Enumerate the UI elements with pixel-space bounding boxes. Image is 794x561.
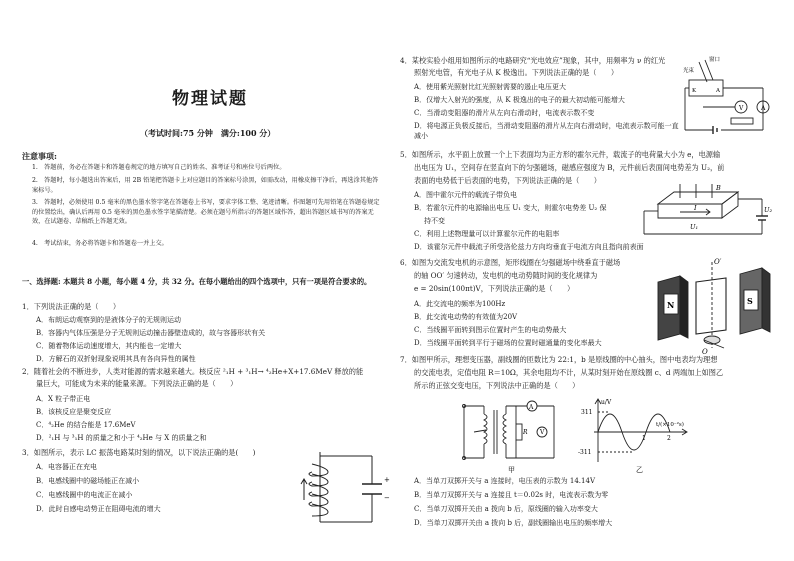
question-5-option: D．该霍尔元件中载流子所受洛伦兹力方向均垂直于电流方向且指向前表面 — [414, 243, 644, 251]
question-1-option: C．随着物体运动速度增大，其内能也一定增大 — [36, 342, 182, 350]
ac-generator-figure — [654, 256, 774, 356]
question-7-option: C．当单刀双掷开关由 a 拨向 b 后，原线圈的输入功率变大 — [414, 505, 598, 513]
question-7-stem-cont: 的交流电表，定值电阻 R＝10Ω，其余电阻均不计，从某时刻开始在原线圈 c、d 两端加上如图乙 — [414, 368, 724, 377]
question-7-stem-cont: 所示的正弦交变电压，下列说法中正确的是（ ） — [414, 381, 580, 390]
question-2-option: C．⁴₂He 的结合能是 17.6MeV — [36, 421, 136, 429]
svg-text:V: V — [739, 105, 744, 112]
notice-item: 3. 答题时，必须使用 0.5 毫米的黑色墨水签字笔在答题卷上书写，要求字体工整、笔迹清晰。作图题可先用铅笔在答题卷规定的位置绘出，确认后再用 0.5 毫米的黑色墨水签字笔描清楚。必须在题号所指示的答题区域作答，超出答题区域书写的答案无效，在试题卷、草稿纸上答题无效。 — [32, 199, 380, 225]
question-7-option: B．当单刀双掷开关与 a 连接且 t＝0.02s 时，电流表示数为零 — [414, 491, 609, 499]
question-4-stem-cont: 照射光电管，有光电子从 K 极逸出。下列说法正确的是（ ） — [414, 68, 619, 77]
notice-item: 1. 答题前，务必在答题卡和答题卷规定的地方填写自己的姓名、准考证号和座位号后两位。 — [32, 164, 286, 171]
transformer-circuit-figure — [460, 396, 570, 474]
left-column — [22, 0, 390, 561]
question-3-option: D．此时自感电动势正在阻碍电流的增大 — [36, 505, 161, 513]
question-7-stem: 7．如图甲所示，理想变压器，副线圈的匝数比为 22:1，b 是原线圈的中心抽头，图中电表均为理想 — [400, 355, 718, 364]
u1-label: U₁ — [690, 223, 699, 231]
t-axis-label: t/(×10⁻²s) — [656, 422, 684, 428]
vmin-label: -311 — [578, 449, 592, 456]
figure-jia-label: 甲 — [508, 466, 515, 474]
question-6-stem-cont: 的轴 OO′ 匀速转动，发电机的电动势随时间的变化规律为 — [414, 271, 598, 280]
svg-text:A: A — [761, 105, 766, 112]
question-7-option: A．当单刀双掷开关与 a 连接时，电压表的示数为 14.14V — [414, 477, 595, 485]
section-heading: 一、选择题: 本题共 8 小题，每小题 4 分，共 32 分。在每小题给出的四个选项中，只有一项是符合要求的。 — [22, 277, 372, 286]
question-6-option: A．此交流电的频率为100Hz — [414, 300, 506, 308]
notice-item: 2. 答题时，每小题选出答案后，用 2B 铅笔把答题卡上对应题目的答案标号涂黑，如需改动，用橡皮擦干净后，再选涂其他答案标号。 — [32, 177, 379, 194]
question-5-option: A．图中霍尔元件的载流子带负电 — [414, 191, 518, 199]
u-axis-label: u/V — [601, 399, 612, 406]
light-label: 光束 — [683, 68, 695, 74]
question-3-option: A．电容器正在充电 — [36, 463, 98, 471]
svg-text:A: A — [529, 404, 534, 411]
tick-label: 2 — [667, 435, 671, 442]
question-6-option: D．当线圈平面转到平行于磁场的位置时磁通量的变化率最大 — [414, 339, 602, 347]
question-3-stem: 3．如图所示，表示 LC 振荡电路某时刻的情况，以下说法正确的是( ) — [22, 448, 256, 457]
svg-text:R: R — [523, 429, 528, 436]
s-pole-label: S — [747, 296, 753, 306]
question-6-option: B．此交流电动势的有效值为20V — [414, 313, 518, 321]
exam-meta: （考试时间:75 分钟 满分:100 分） — [140, 128, 276, 138]
question-5-stem-cont: 出电压为 U₁，空间存在竖直向下的匀强磁场，磁感应强度为 B，元件前后表面间电势差为 U₂，前 — [414, 163, 725, 172]
question-2-stem: 2．随着社会的不断进步，人类对能源的需求越来越大。核反应 ²₁H + ³₁H→ ⁴₂He+X+17.6MeV 释放的能 — [22, 367, 364, 376]
notice-item: 4. 考试结束，务必将答题卡和答题卷一并上交。 — [32, 240, 168, 247]
question-4-option: A．使用紫光照射比红光照射需要的遏止电压更大 — [414, 83, 567, 91]
question-3-option: C．电感线圈中的电流正在减小 — [36, 491, 133, 499]
axis-top-label: O′ — [714, 258, 722, 266]
question-1-stem: 1．下列说法正确的是（ ） — [22, 302, 121, 311]
lc-circuit-figure — [290, 450, 390, 530]
question-5-stem-cont: 表面的电势低于后表面的电势，下列说法正确的是（ ） — [414, 176, 601, 185]
question-2-stem-cont: 量巨大，可能成为未来的能量来源。下列说法正确的是（ ） — [36, 379, 238, 388]
question-2-option: A．X 粒子带正电 — [36, 395, 91, 403]
question-6-stem: 6．如图为交流发电机的示意图，矩形线圈在匀强磁场中绕垂直于磁场 — [400, 258, 621, 267]
question-4-stem: 4．某校实验小组用如图所示的电路研究“光电效应”现象，其中，用频率为 ν 的红光 — [400, 56, 666, 65]
question-2-option: D．²₁H 与 ³₁H 的质量之和小于 ⁴₂He 与 X 的质量之和 — [36, 434, 207, 442]
question-4-option: C．当滑动变阻器的滑片从左向右滑动时，电流表示数不变 — [414, 109, 595, 117]
question-1-option: D．方解石的双折射现象说明其具有各向异性的属性 — [36, 355, 196, 363]
page-title: 物理试题 — [172, 89, 248, 109]
svg-text:+: + — [384, 476, 390, 484]
question-4-option: D．将电源正负极反接后，当滑动变阻器的滑片从左向右滑动时，电流表示数可能一直减小 — [414, 122, 679, 140]
question-7-option: D．当单刀双掷开关由 a 拨向 b 后，副线圈输出电压的频率增大 — [414, 519, 613, 527]
tick-label: 1 — [642, 435, 646, 442]
question-6-option: C．当线圈平面转到图示位置时产生的电动势最大 — [414, 326, 567, 334]
hall-element-figure — [640, 184, 775, 240]
notice-heading: 注意事项: — [22, 151, 57, 161]
question-5-stem: 5．如图所示，水平面上放置一个上下表面均为正方形的霍尔元件，载流子的电荷量大小为 e，电源输 — [400, 150, 721, 159]
vmax-label: 311 — [581, 409, 593, 416]
k-label: K — [692, 88, 697, 94]
question-1-option: B．容器内气体压强是分子无规则运动撞击器壁造成的，故与容器形状有关 — [36, 329, 266, 337]
question-2-option: B．该核反应是聚变反应 — [36, 408, 112, 416]
voltage-waveform-figure — [578, 396, 708, 476]
n-pole-label: N — [667, 300, 675, 310]
axis-bottom-label: O — [702, 348, 708, 356]
question-5-option-cont: 持不变 — [424, 217, 445, 225]
photoelectric-figure — [683, 52, 775, 138]
right-column — [400, 0, 780, 561]
svg-text:V: V — [540, 429, 545, 436]
a-label: A — [716, 88, 720, 94]
svg-text:−: − — [384, 494, 390, 502]
i-label: I — [694, 204, 697, 212]
question-1-option: A．布朗运动观察到的是液体分子的无规则运动 — [36, 316, 182, 324]
window-label: 窗口 — [709, 57, 721, 63]
question-5-option: B．若霍尔元件的电源输出电压 U₁ 变大，则霍尔电势差 U₂ 保 — [414, 204, 607, 212]
question-6-stem-cont: e = 20sin(100πt)V，下列说法正确的是（ ） — [414, 284, 575, 293]
question-5-option: C．利用上述物理量可以计算霍尔元件的电阻率 — [414, 230, 560, 238]
u2-label: U₂ — [764, 206, 773, 214]
figure-yi-label: 乙 — [636, 466, 643, 474]
question-3-option: B．电感线圈中的磁场能正在减小 — [36, 477, 140, 485]
b-label: B — [716, 184, 721, 192]
question-4-option: B．仅增大入射光的强度，从 K 极逸出的电子的最大初动能可能增大 — [414, 96, 625, 104]
